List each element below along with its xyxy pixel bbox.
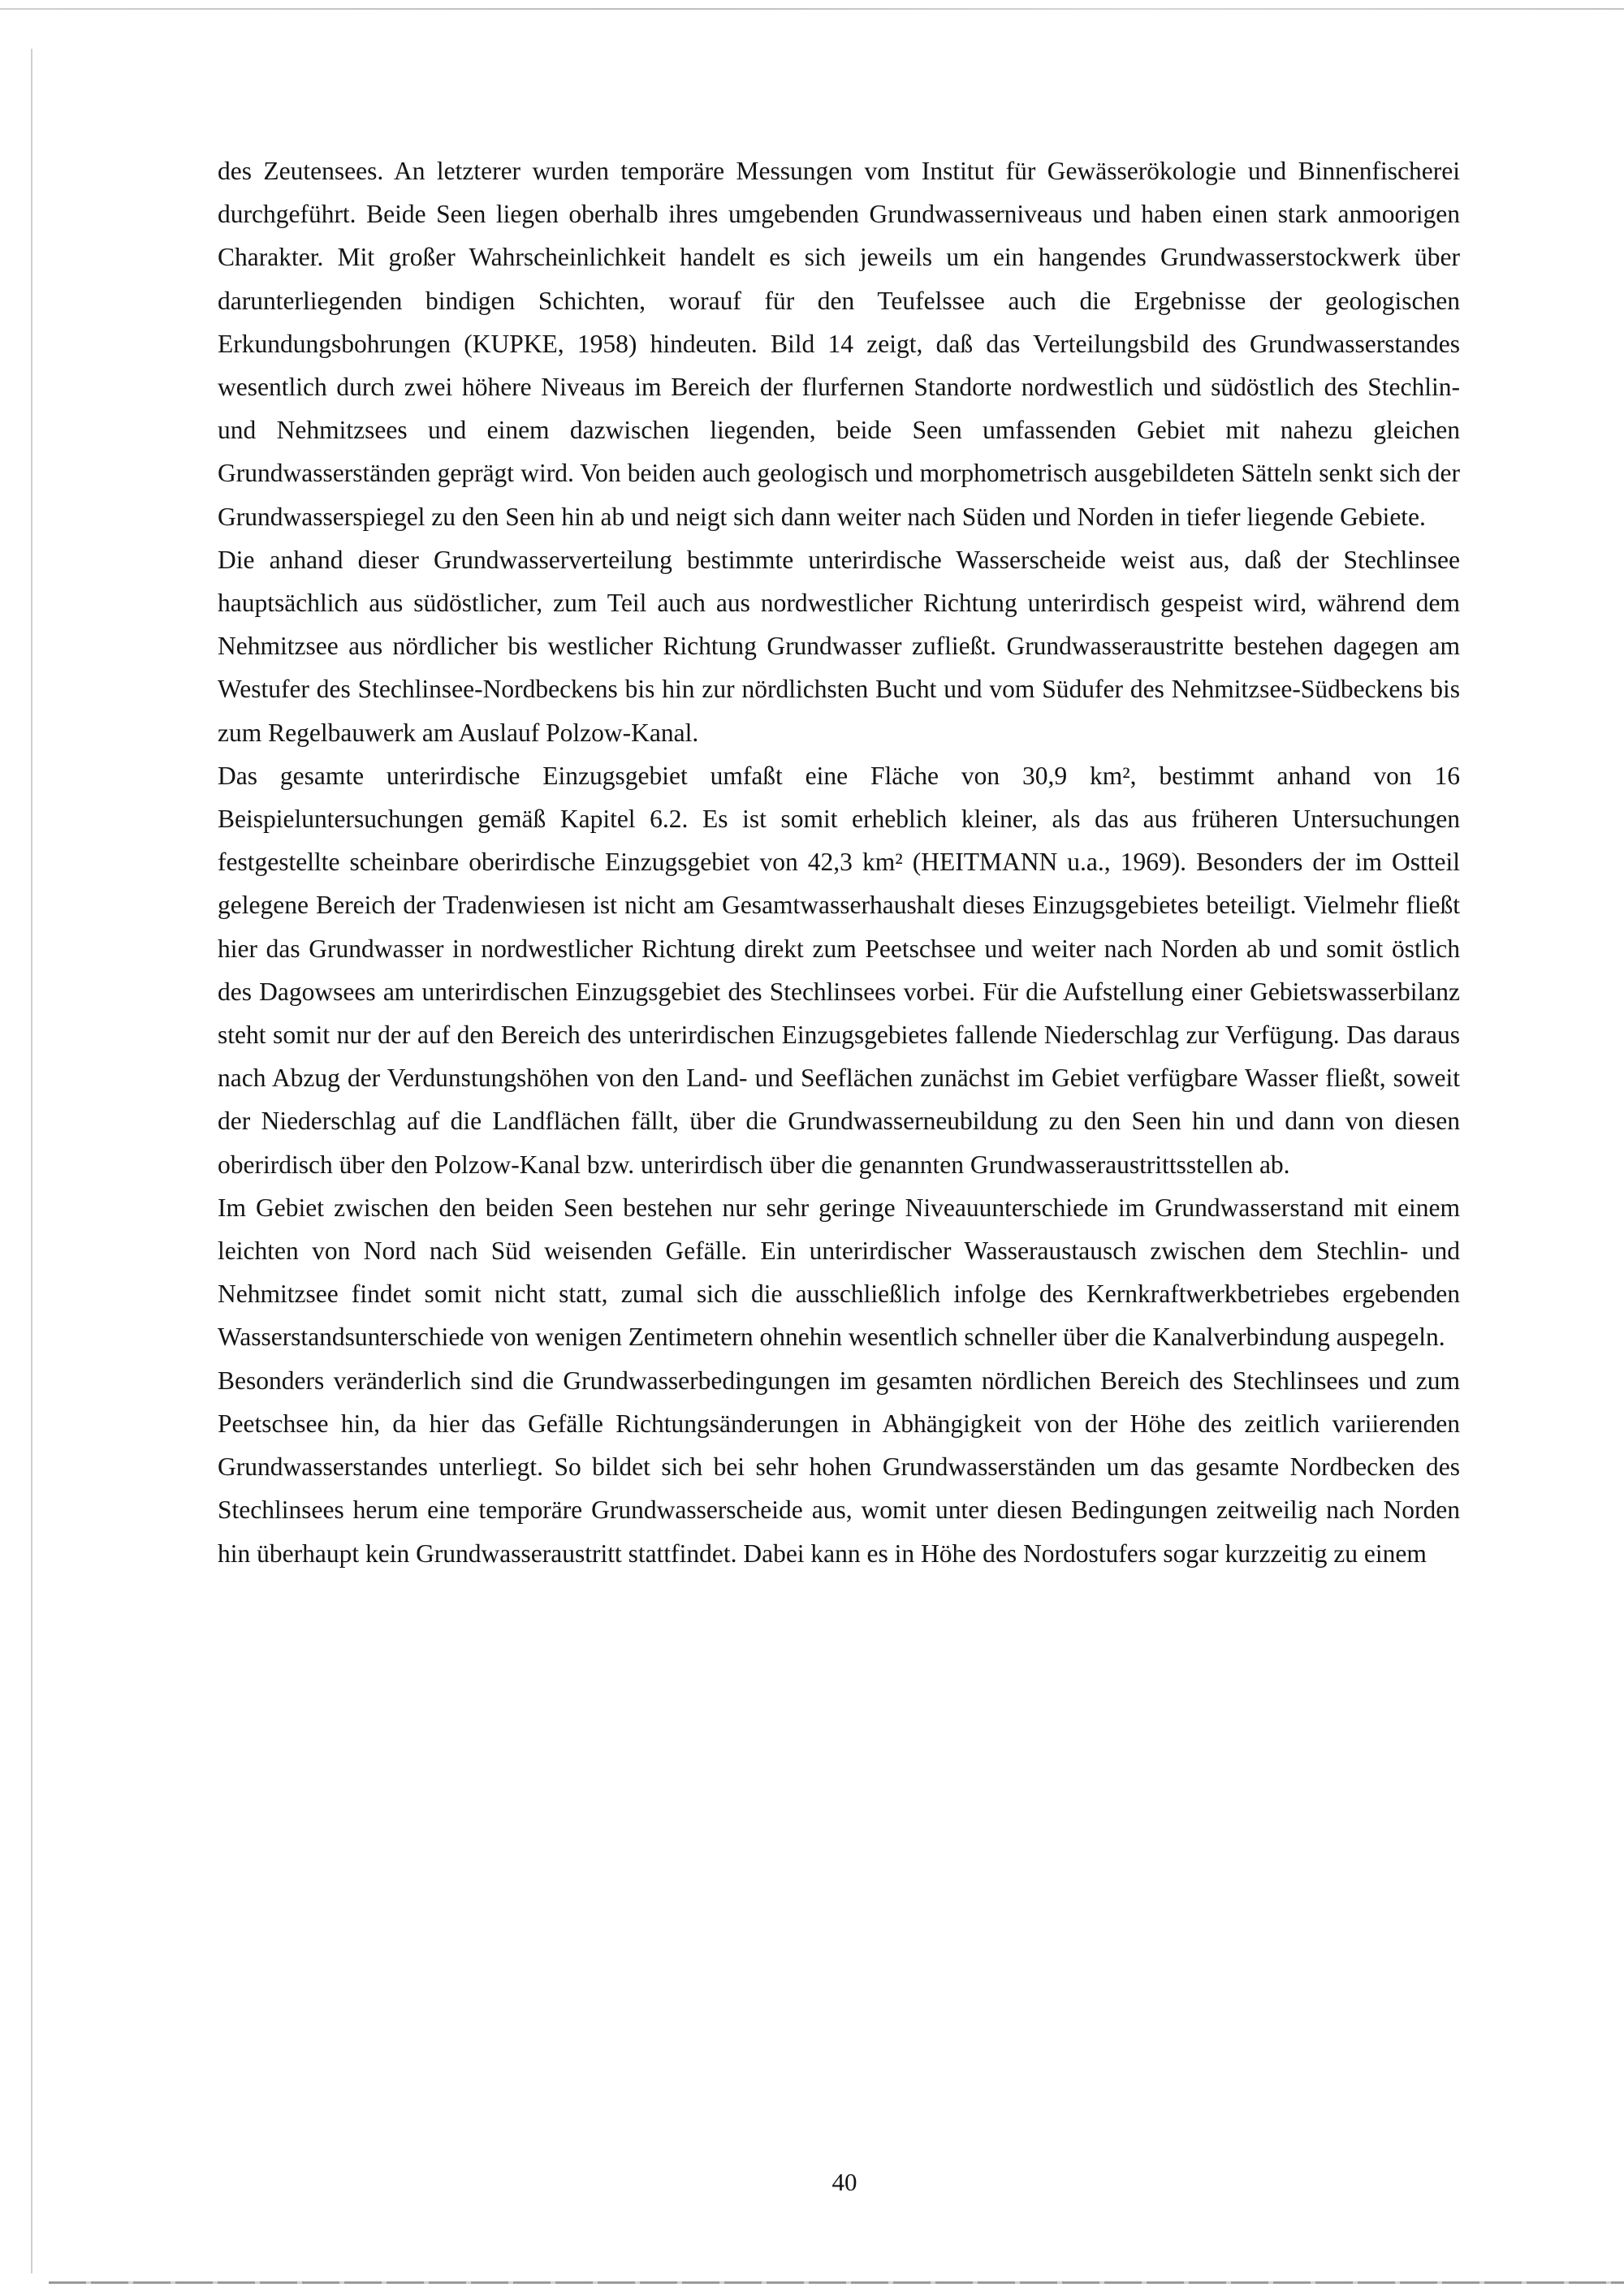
paragraph-5: Besonders veränderlich sind die Grundwasserbedingungen im gesamten nördlichen Bereich des Stechlinsees und zum Peetschsee hin, da hier das Gefälle Richtungsänderungen in Abhängigkeit von der Höhe des zeitlich variierenden Grundwasserstandes unterliegt. So bildet sich bei sehr hohen Grundwasserständen um das gesamte Nordbecken des Stechlinsees herum eine temporäre Grundwasserscheide aus, womit unter diesen Bedingungen zeitweilig nach Norden hin überhaupt kein Grundwasseraustritt stattfindet. Dabei kann es in Höhe des Nordostufers sogar kurzzeitig zu einem: [218, 1366, 1460, 1568]
body-text: [218, 149, 1460, 1575]
paragraph-3: Das gesamte unterirdische Einzugsgebiet umfaßt eine Fläche von 30,9 km², bestimmt anhand von 16 Beispieluntersuchungen gemäß Kapitel 6.2. Es ist somit erheblich kleiner, als das aus früheren Untersuchungen festgestellte scheinbare oberirdische Einzugsgebiet von 42,3 km² (HEITMANN u.a., 1969). Besonders der im Ostteil gelegene Bereich der Tradenwiesen ist nicht am Gesamtwasserhaushalt dieses Einzugsgebietes beteiligt. Vielmehr fließt hier das Grundwasser in nordwestlicher Richtung direkt zum Peetschsee und weiter nach Norden ab und somit östlich des Dagowsees am unterirdischen Einzugsgebiet des Stechlinsees vorbei. Für die Aufstellung einer Gebietswasserbilanz steht somit nur der auf den Bereich des unterirdischen Einzugsgebietes fallende Niederschlag zur Verfügung. Das daraus nach Abzug der Verdunstungshöhen von den Land- und Seeflächen zunächst im Gebiet verfügbare Wasser fließt, soweit der Niederschlag auf die Landflächen fällt, über die Grundwasserneubildung zu den Seen hin und dann von diesen oberirdisch über den Polzow-Kanal bzw. unterirdisch über die genannten Grundwasseraustrittsstellen ab.: [218, 761, 1460, 1179]
paragraph-2: Die anhand dieser Grundwasserverteilung bestimmte unterirdische Wasserscheide weist aus, daß der Stechlinsee hauptsächlich aus südöstlicher, zum Teil auch aus nordwestlicher Richtung unterirdisch gespeist wird, während dem Nehmitzsee aus nördlicher bis westlicher Richtung Grundwasser zufließt. Grundwasseraustritte bestehen dagegen am Westufer des Stechlinsee-Nordbeckens bis hin zur nördlichsten Bucht und vom Südufer des Nehmitzsee-Südbeckens bis zum Regelbauwerk am Auslauf Polzow-Kanal.: [218, 545, 1460, 747]
scan-edge-left: [31, 49, 32, 2273]
page-number: 40: [831, 2168, 857, 2196]
scan-edge-top: [0, 8, 1624, 10]
paragraph-1: des Zeutensees. An letzterer wurden temporäre Messungen vom Institut für Gewässerökologie und Binnenfischerei durchgeführt. Beide Seen liegen oberhalb ihres umgebenden Grundwasserniveaus und haben einen stark anmoorigen Charakter. Mit großer Wahrscheinlichkeit handelt es sich jeweils um ein hangendes Grundwasserstockwerk über darunterliegenden bindigen Schichten, worauf für den Teufelssee auch die Ergebnisse der geologischen Erkundungsbohrungen (KUPKE, 1958) hindeuten. Bild 14 zeigt, daß das Verteilungsbild des Grundwasserstandes wesentlich durch zwei höhere Niveaus im Bereich der flurfernen Standorte nordwestlich und südöstlich des Stechlin- und Nehmitzsees und einem dazwischen liegenden, beide Seen umfassenden Gebiet mit nahezu gleichen Grundwasserständen geprägt wird. Von beiden auch geologisch und morphometrisch ausgebildeten Sätteln senkt sich der Grundwasserspiegel zu den Seen hin ab und neigt sich dann weiter nach Süden und Norden in tiefer liegende Gebiete.: [218, 157, 1460, 531]
paragraph-4: Im Gebiet zwischen den beiden Seen bestehen nur sehr geringe Niveauunterschiede im Grundwasserstand mit einem leichten von Nord nach Süd weisenden Gefälle. Ein unterirdischer Wasseraustausch zwischen dem Stechlin- und Nehmitzsee findet somit nicht statt, zumal sich die ausschließlich infolge des Kernkraftwerkbetriebes ergebenden Wasserstandsunterschiede von wenigen Zentimetern ohnehin wesentlich schneller über die Kanalverbindung auspegeln.: [218, 1193, 1460, 1352]
scan-edge-bottom: [49, 2281, 1624, 2284]
